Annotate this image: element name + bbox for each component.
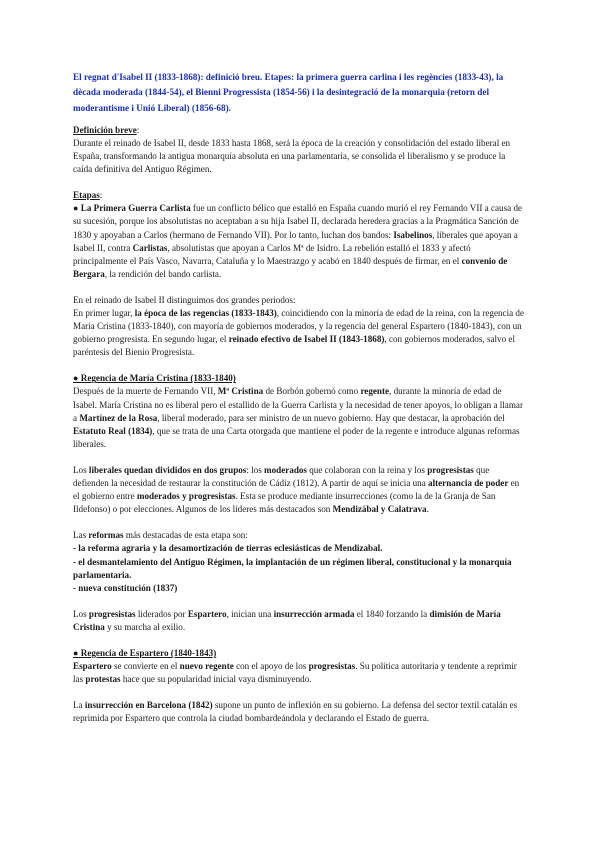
definition-paragraph: Durante el reinado de Isabel II, desde 1833 hasta 1868, será la época de la creación y consolidación del estado liberal en España, transformando la antigua monarquía absoluta en una parlamentaria, se consolida el liberalismo y se produce la caída definitiva del Antiguo Régimen. (73, 137, 511, 175)
espartero-paragraph: Espartero se convierte en el nuevo regente con el apoyo de los progresistas. Su política autoritaria y tendente a reprimir las protestas hace que su popularidad inicial vaya disminuyendo. (73, 661, 517, 685)
maria-cristina-paragraph: Después de la muerte de Fernando VII, Mª Cristina de Borbón gobernó como regente, durante la minoría de edad de Isabel. María Cristina no es liberal pero el estallido de la Guerra Carlista y la necesidad de tener apoyos, lo obligan a llamar a Martínez de la Rosa, liberal moderado, para ser ministro de un nuevo gobierno. Hay que destacar, la aprobación del Estatuto Real (1834), que se trata de una Carta otorgada que mantiene el poder de la regente e introduce algunas reformas liberales. (73, 386, 523, 449)
reform-item: - la reforma agraria y la desamortización de tierras eclesiásticas de Mendizabal. (73, 543, 383, 554)
reform-item: - el desmantelamiento del Antiguo Régimen, la implantación de un régimen liberal, constitucional y la monarquía parlamentaria. (73, 556, 512, 580)
periods-paragraph: En primer lugar, la época de las regencias (1833-1843), coincidiendo con la minoría de edad de la reina, con la regencia de María Cristina (1833-1840), con mayoría de gobiernos moderados, y la regencia del general Espartero (1840-1843), con un gobierno progresista. En segundo lugar, el reinado efectivo de Isabel II (1843-1868), con gobiernos moderados, salvo el paréntesis del Bienio Progresista. (73, 308, 524, 358)
document-body (73, 70, 525, 725)
carlist-war-paragraph: ● La Primera Guerra Carlista fue un conflicto bélico que estalló en España cuando murió el rey Fernando VII a causa de su sucesión, porque los absolutistas no aceptaban a su hija Isabel II, declarada heredera gracias a la Pragmática Sanción de 1830 y apoyaban a Carlos (hermano de Fernando VII). Por lo tanto, luchan dos bandos: Isabelinos, liberales que apoyan a Isabel II, contra Carlistas, absolutistas que apoyan a Carlos Mª de Isidro. La rebelión estalló el 1833 y afectó principalmente el País Vasco, Navarra, Cataluña y lo Maestrazgo y acabó en 1840 después de firmar, en el convenio de Bergara, la rendición del bando carlista. (73, 203, 523, 279)
stages-label: Etapas (73, 190, 100, 201)
definition-heading: Definición breve: (73, 124, 140, 135)
barcelona-paragraph: La insurrección en Barcelona (1842) supone un punto de inflexión en su gobierno. La defensa del sector textil catalán es reprimida por Espartero que controla la ciudad bombardeándola y declarando el Estado de guerra. (73, 700, 518, 724)
periods-intro: En el reinado de Isabel II distinguimos dos grandes periodos: (73, 294, 296, 305)
reforms-intro: Las reformas más destacadas de esta etapa son: (73, 530, 248, 541)
liberals-paragraph: Los liberales quedan divididos en dos grupos: los moderados que colaboran con la reina y los progresistas que defienden la necesidad de restaurar la constitución de Cádiz (1812). A partir de aquí se inicia una alternancia de poder en el gobierno entre moderados y progresistas. Esta se produce mediante insurrecciones (como la de la Granja de San Ildefonso) o por elecciones. Algunos de los líderes más destacados son Mendizábal y Calatrava. (73, 464, 520, 515)
section-heading-espartero: ● Regencia de Espartero (1840-1843) (73, 647, 217, 658)
progressives-paragraph: Los progresistas liderados por Espartero, inician una insurrección armada el 1840 forzando la dimisión de María Cristina y su marcha al exilio. (73, 608, 501, 632)
section-heading-maria-cristina: ● Regencia de María Cristina (1833-1840) (73, 373, 236, 384)
reform-item: - nueva constitución (1837) (73, 582, 178, 593)
stages-heading: Etapas: (73, 190, 103, 201)
definition-label: Definición breve (73, 124, 137, 135)
document-title: El regnat d'Isabel II (1833-1868): definició breu. Etapes: la primera guerra carlina i les regències (1833-43), la dècada moderada (1844-54), el Bienni Progressista (1854-56) i la desintegració de la monarquia (retorn del moderantisme i Unió Liberal) (1856-68). (73, 72, 504, 113)
